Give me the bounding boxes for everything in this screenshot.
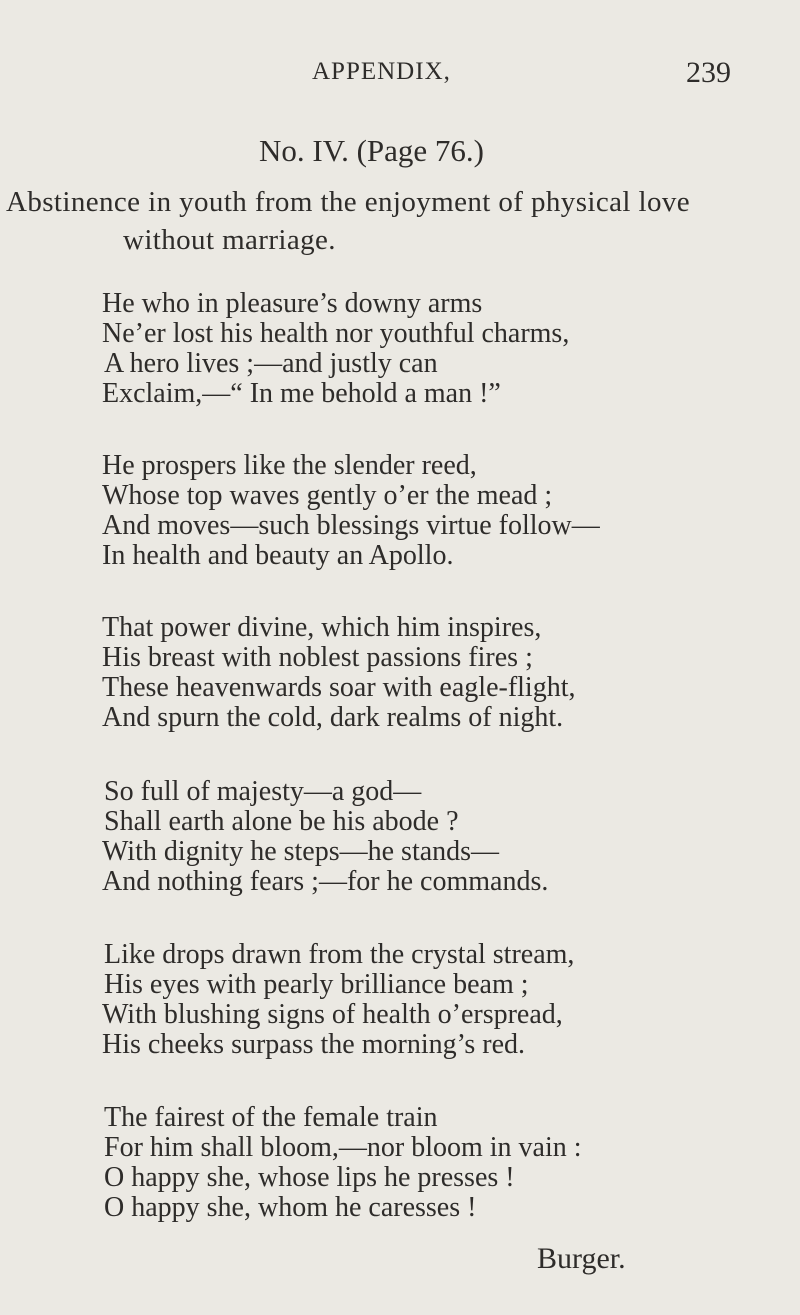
poem-line: In health and beauty an Apollo.: [102, 540, 454, 571]
poem-line: A hero lives ;—and justly can: [104, 348, 438, 379]
poem-line: He who in pleasure’s downy arms: [102, 288, 483, 319]
poem-line: With dignity he steps—he stands—: [102, 836, 500, 867]
author-signature: Burger.: [537, 1242, 626, 1275]
poem-line: These heavenwards soar with eagle-flight,: [102, 672, 576, 703]
poem-line: And nothing fears ;—for he commands.: [102, 866, 549, 897]
poem-line: Like drops drawn from the crystal stream,: [104, 939, 575, 970]
running-head: APPENDIX,: [312, 58, 451, 85]
page-number: 239: [686, 56, 731, 89]
poem-line: Exclaim,—“ In me behold a man !”: [102, 378, 501, 409]
poem-line: That power divine, which him inspires,: [102, 612, 542, 643]
poem-line: His cheeks surpass the morning’s red.: [102, 1029, 526, 1060]
poem-line: O happy she, whom he caresses !: [104, 1192, 477, 1223]
poem-line: And spurn the cold, dark realms of night.: [102, 702, 564, 733]
poem-line: The fairest of the female train: [104, 1102, 438, 1133]
poem-line: So full of majesty—a god—: [104, 776, 422, 807]
poem-line: His breast with noblest passions fires ;: [102, 642, 533, 673]
poem-line: For him shall bloom,—nor bloom in vain :: [104, 1132, 582, 1163]
section-subtitle-line-2: without marriage.: [123, 224, 336, 256]
poem-line: Whose top waves gently o’er the mead ;: [102, 480, 553, 511]
poem-line: And moves—such blessings virtue follow—: [102, 510, 600, 541]
poem-line: Ne’er lost his health nor youthful charms,: [102, 318, 570, 349]
poem-line: O happy she, whose lips he presses !: [104, 1162, 515, 1193]
poem-line: With blushing signs of health o’erspread,: [102, 999, 563, 1030]
poem-line: His eyes with pearly brilliance beam ;: [104, 969, 529, 1000]
poem-line: He prospers like the slender reed,: [102, 450, 477, 481]
poem-line: Shall earth alone be his abode ?: [104, 806, 459, 837]
section-subtitle-line-1: Abstinence in youth from the enjoyment of physical love: [6, 186, 691, 218]
section-title: No. IV. (Page 76.): [259, 133, 485, 168]
